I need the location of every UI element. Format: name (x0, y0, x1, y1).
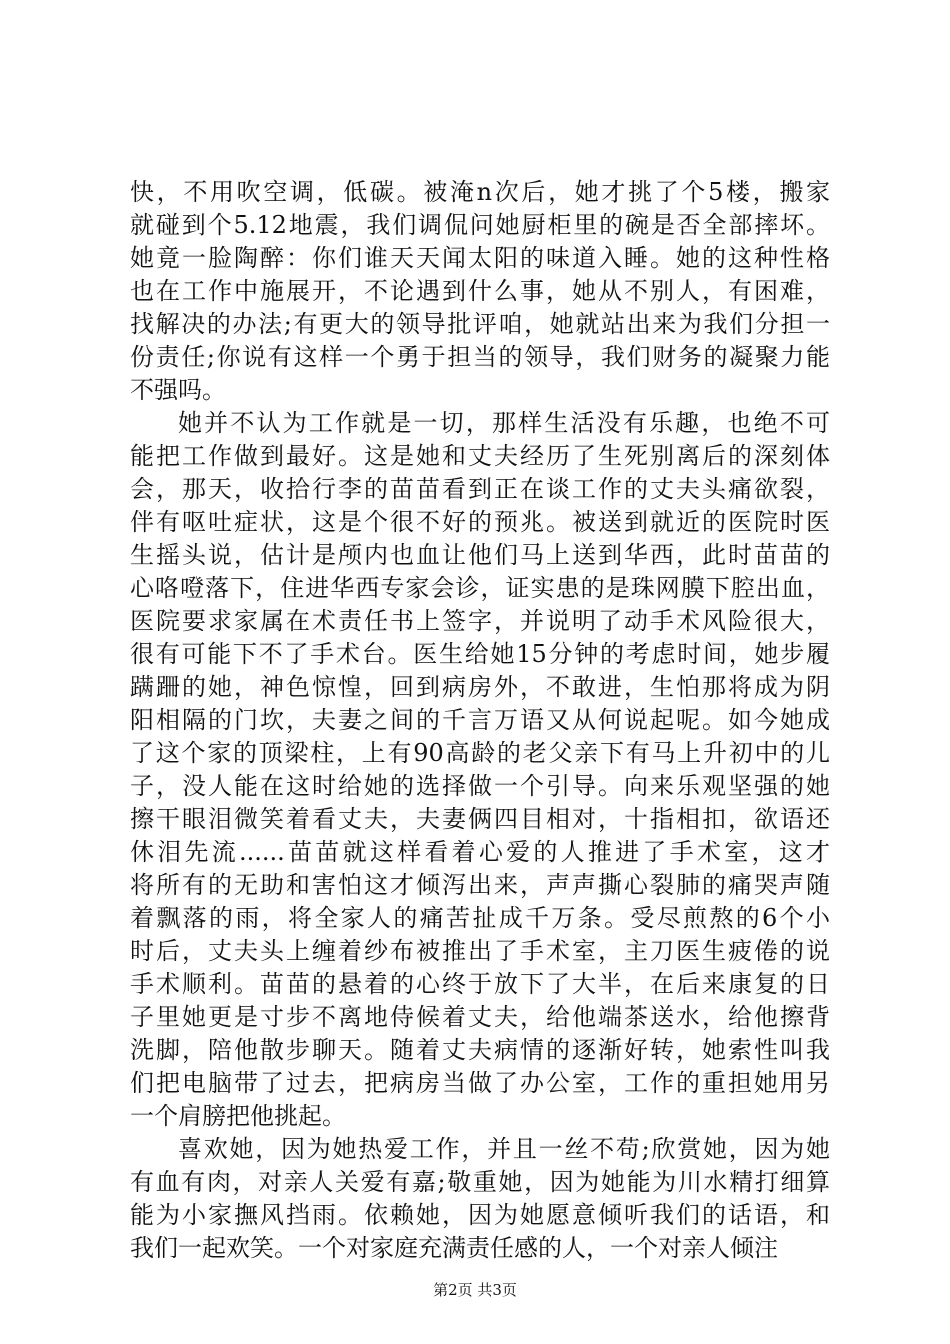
text-line: 生摇头说，估计是颅内也血让他们马上送到华西，此时苗苗的 (130, 541, 830, 569)
text-line: 子，没人能在这时给她的选择做一个引导。向来乐观坚强的她 (130, 772, 830, 800)
text-line: 们把电脑带了过去，把病房当做了办公室，工作的重担她用另 (130, 1069, 830, 1097)
text-line: 也在工作中施展开，不论遇到什么事，她从不别人，有困难， (130, 277, 830, 305)
text-line: 不强吗。 (130, 376, 226, 404)
page-number: 第2页 共3页 (433, 1281, 517, 1299)
text-line: 找解决的办法;有更大的领导批评咱，她就站出来为我们分担一 (130, 310, 830, 338)
paragraph (130, 176, 830, 407)
text-line: 很有可能下不了手术台。医生给她15分钟的考虑时间，她步履 (130, 640, 830, 668)
text-line: 伴有呕吐症状，这是个很不好的预兆。被送到就近的医院时医 (130, 508, 830, 536)
text-line: 快，不用吹空调，低碳。被淹n次后，她才挑了个5楼，搬家 (130, 178, 830, 206)
text-line: 将所有的无助和害怕这才倾泻出来，声声撕心裂肺的痛哭声随 (130, 871, 830, 899)
document-body (130, 176, 830, 1265)
text-line: 一个肩膀把他挑起。 (130, 1102, 346, 1130)
text-line: 时后，丈夫头上缠着纱布被推出了手术室，主刀医生疲倦的说 (130, 937, 830, 965)
text-line: 有血有肉，对亲人关爱有嘉;敬重她，因为她能为川水精打细算 (130, 1168, 830, 1196)
text-line: 心咯噔落下，住进华西专家会诊，证实患的是珠网膜下腔出血， (130, 574, 830, 602)
text-line: 喜欢她，因为她热爱工作，并且一丝不苟;欣赏她，因为她 (178, 1135, 830, 1163)
paragraph (130, 407, 830, 1133)
text-line: 休泪先流......苗苗就这样看着心爱的人推进了手术室，这才 (130, 838, 830, 866)
text-line: 能为小家撫风挡雨。依赖她，因为她愿意倾听我们的话语，和 (130, 1201, 830, 1229)
text-line: 份责任;你说有这样一个勇于担当的领导，我们财务的凝聚力能 (130, 343, 830, 371)
paragraph (130, 1133, 830, 1265)
text-line: 能把工作做到最好。这是她和丈夫经历了生死别离后的深刻体 (130, 442, 830, 470)
text-line: 子里她更是寸步不离地侍候着丈夫，给他端茶送水，给他擦背 (130, 1003, 830, 1031)
text-line: 医院要求家属在术责任书上签字，并说明了动手术风险很大， (130, 607, 830, 635)
text-line: 洗脚，陪他散步聊天。随着丈夫病情的逐渐好转，她索性叫我 (130, 1036, 830, 1064)
text-line: 着飘落的雨，将全家人的痛苦扯成千万条。受尽煎熬的6个小 (130, 904, 830, 932)
page-footer (0, 1280, 950, 1300)
text-line: 会，那天，收拾行李的苗苗看到正在谈工作的丈夫头痛欲裂， (130, 475, 830, 503)
text-line: 了这个家的顶梁柱，上有90高龄的老父亲下有马上升初中的儿 (130, 739, 830, 767)
text-line: 擦干眼泪微笑着看丈夫，夫妻俩四目相对，十指相扣，欲语还 (130, 805, 830, 833)
text-line: 蹒跚的她，神色惊惶，回到病房外，不敢进，生怕那将成为阴 (130, 673, 830, 701)
text-line: 手术顺利。苗苗的悬着的心终于放下了大半，在后来康复的日 (130, 970, 830, 998)
text-line: 我们一起欢笑。一个对家庭充满责任感的人，一个对亲人倾注 (130, 1234, 778, 1262)
text-line: 她竟一脸陶醉：你们谁天天闻太阳的味道入睡。她的这种性格 (130, 244, 830, 272)
text-line: 阳相隔的门坎，夫妻之间的千言万语又从何说起呢。如今她成 (130, 706, 830, 734)
text-line: 她并不认为工作就是一切，那样生活没有乐趣，也绝不可 (178, 409, 830, 437)
text-line: 就碰到个5.12地震，我们调侃问她厨柜里的碗是否全部摔坏。 (130, 211, 830, 239)
